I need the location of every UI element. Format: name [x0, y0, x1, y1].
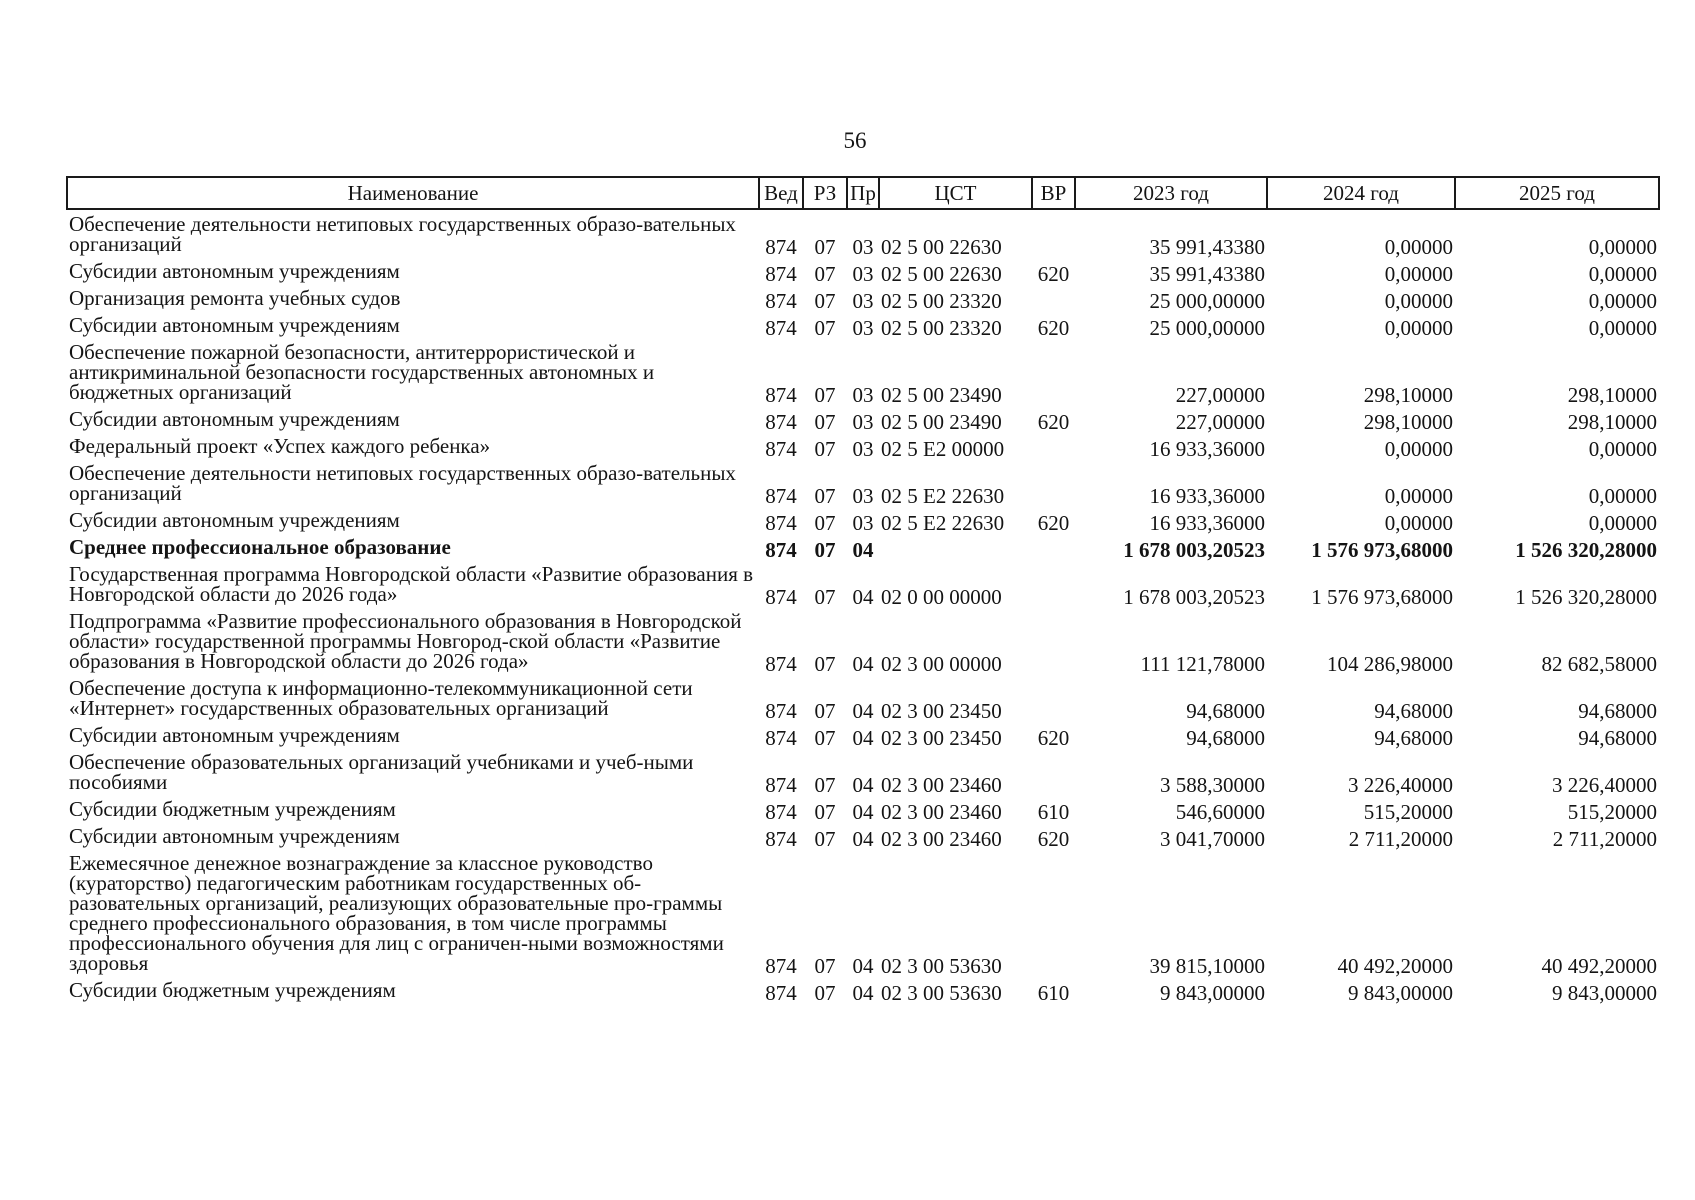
row-name: Субсидии автономным учреждениям [69, 508, 400, 532]
row-cst: 02 3 00 53630 [881, 981, 1002, 1005]
table-row [67, 748, 1659, 795]
row-2024: 0,00000 [1384, 289, 1453, 313]
row-pr: 03 [852, 410, 874, 434]
row-2024: 0,00000 [1384, 437, 1453, 461]
row-pr: 04 [852, 652, 874, 676]
row-rz: 07 [814, 262, 836, 286]
budget-table [66, 176, 1660, 1003]
row-2025: 298,10000 [1567, 410, 1657, 434]
header-rz: РЗ [803, 177, 847, 209]
row-2025: 9 843,00000 [1552, 981, 1657, 1005]
row-rz: 07 [814, 289, 836, 313]
row-name: Обеспечение образовательных организаций учебниками и учеб-ными пособиями [69, 750, 694, 794]
row-2024: 9 843,00000 [1348, 981, 1453, 1005]
row-vr [1032, 338, 1075, 405]
row-2025: 3 226,40000 [1552, 773, 1657, 797]
row-2025: 2 711,20000 [1552, 827, 1657, 851]
row-2024: 94,68000 [1374, 699, 1453, 723]
row-name: Субсидии бюджетным учреждениям [69, 797, 396, 821]
row-2024: 104 286,98000 [1327, 652, 1453, 676]
row-pr: 03 [852, 383, 874, 407]
row-pr: 04 [852, 827, 874, 851]
row-2023: 35 991,43380 [1149, 235, 1265, 259]
row-pr: 04 [852, 773, 874, 797]
row-rz: 07 [814, 800, 836, 824]
table-row [67, 459, 1659, 506]
row-rz: 07 [814, 954, 836, 978]
row-pr: 03 [852, 316, 874, 340]
row-vr: 620 [1037, 262, 1070, 286]
table-row [67, 284, 1659, 311]
row-2024: 1 576 973,68000 [1311, 538, 1453, 562]
row-2025: 94,68000 [1578, 726, 1657, 750]
row-cst: 02 5 00 23320 [881, 289, 1002, 313]
row-cst: 02 5 00 23490 [881, 410, 1002, 434]
row-name: Обеспечение деятельности нетиповых государственных образо-вательных организаций [69, 461, 736, 505]
row-rz: 07 [814, 538, 836, 562]
table-row [67, 822, 1659, 849]
row-ved: 874 [765, 773, 797, 797]
table-row [67, 506, 1659, 533]
row-name: Субсидии автономным учреждениям [69, 824, 400, 848]
row-pr: 04 [852, 699, 874, 723]
row-vr [1032, 674, 1075, 721]
row-name: Обеспечение пожарной безопасности, антитеррористической и антикриминальной безопасности государственных автономных и бюджетных организаций [69, 340, 655, 404]
row-2023: 16 933,36000 [1149, 437, 1265, 461]
row-cst: 02 5 E2 22630 [881, 484, 1005, 508]
row-2025: 40 492,20000 [1541, 954, 1657, 978]
row-cst: 02 3 00 23450 [881, 699, 1002, 723]
row-2025: 1 526 320,28000 [1515, 538, 1657, 562]
row-2023: 1 678 003,20523 [1123, 538, 1265, 562]
row-2023: 9 843,00000 [1160, 981, 1265, 1005]
row-cst: 02 5 E2 00000 [881, 437, 1005, 461]
row-name: Субсидии автономным учреждениям [69, 723, 400, 747]
row-2025: 298,10000 [1567, 383, 1657, 407]
row-vr [1032, 560, 1075, 607]
header-pr: Пр [847, 177, 879, 209]
row-ved: 874 [765, 652, 797, 676]
row-2023: 3 588,30000 [1160, 773, 1265, 797]
row-2024: 94,68000 [1374, 726, 1453, 750]
row-2025: 0,00000 [1588, 437, 1657, 461]
row-rz: 07 [814, 316, 836, 340]
row-cst: 02 5 E2 22630 [881, 511, 1005, 535]
row-cst: 02 3 00 23450 [881, 726, 1002, 750]
row-name: Обеспечение деятельности нетиповых государственных образо-вательных организаций [69, 212, 736, 256]
row-name: Ежемесячное денежное вознаграждение за классное руководство (кураторство) педагогическим работникам государственных об-разовательных организаций, реализующих образовательные про-граммы среднего профессионального образования, в том числе программы профессионального обучения для лиц с ограничен-ными возможностями здоровья [69, 851, 724, 975]
row-pr: 03 [852, 289, 874, 313]
row-ved: 874 [765, 235, 797, 259]
row-rz: 07 [814, 235, 836, 259]
row-ved: 874 [765, 484, 797, 508]
row-rz: 07 [814, 410, 836, 434]
row-rz: 07 [814, 773, 836, 797]
row-2025: 1 526 320,28000 [1515, 585, 1657, 609]
table-row [67, 976, 1659, 1003]
table-row [67, 405, 1659, 432]
row-name: Среднее профессиональное образование [69, 535, 451, 559]
row-2024: 1 576 973,68000 [1311, 585, 1453, 609]
header-2023: 2023 год [1075, 177, 1267, 209]
page-number: 56 [843, 128, 867, 153]
row-vr: 610 [1037, 981, 1070, 1005]
row-ved: 874 [765, 538, 797, 562]
table-row [67, 849, 1659, 976]
row-2023: 39 815,10000 [1149, 954, 1265, 978]
row-vr: 620 [1037, 827, 1070, 851]
row-2023: 227,00000 [1175, 383, 1265, 407]
row-name: Организация ремонта учебных судов [69, 286, 401, 310]
row-vr [1032, 748, 1075, 795]
header-vr: ВР [1032, 177, 1075, 209]
header-cst: ЦСТ [879, 177, 1032, 209]
row-2023: 111 121,78000 [1140, 652, 1265, 676]
row-2023: 94,68000 [1186, 699, 1265, 723]
row-ved: 874 [765, 383, 797, 407]
row-rz: 07 [814, 511, 836, 535]
row-ved: 874 [765, 585, 797, 609]
row-2024: 298,10000 [1363, 410, 1453, 434]
row-ved: 874 [765, 726, 797, 750]
row-rz: 07 [814, 726, 836, 750]
table-row [67, 311, 1659, 338]
row-name: Государственная программа Новгородской области «Развитие образования в Новгородской области до 2026 года» [69, 562, 754, 606]
row-2023: 1 678 003,20523 [1123, 585, 1265, 609]
row-ved: 874 [765, 316, 797, 340]
row-pr: 03 [852, 484, 874, 508]
row-pr: 04 [852, 981, 874, 1005]
row-vr [1032, 432, 1075, 459]
row-pr: 03 [852, 437, 874, 461]
row-2024: 0,00000 [1384, 511, 1453, 535]
row-ved: 874 [765, 954, 797, 978]
row-ved: 874 [765, 437, 797, 461]
row-2024: 0,00000 [1384, 316, 1453, 340]
row-2025: 94,68000 [1578, 699, 1657, 723]
row-2024: 515,20000 [1363, 800, 1453, 824]
row-name: Субсидии автономным учреждениям [69, 259, 400, 283]
row-2024: 3 226,40000 [1348, 773, 1453, 797]
row-name: Федеральный проект «Успех каждого ребенка» [69, 434, 491, 458]
row-2025: 0,00000 [1588, 484, 1657, 508]
row-2025: 0,00000 [1588, 235, 1657, 259]
row-name: Субсидии автономным учреждениям [69, 407, 400, 431]
row-pr: 04 [852, 726, 874, 750]
row-vr [1032, 284, 1075, 311]
row-2023: 227,00000 [1175, 410, 1265, 434]
table-row [67, 209, 1659, 257]
row-rz: 07 [814, 383, 836, 407]
row-2025: 0,00000 [1588, 511, 1657, 535]
row-ved: 874 [765, 262, 797, 286]
row-cst: 02 5 00 23320 [881, 316, 1002, 340]
row-rz: 07 [814, 827, 836, 851]
row-ved: 874 [765, 827, 797, 851]
row-pr: 04 [852, 954, 874, 978]
table-row [67, 257, 1659, 284]
row-vr: 620 [1037, 410, 1070, 434]
row-2025: 0,00000 [1588, 262, 1657, 286]
row-pr: 03 [852, 235, 874, 259]
row-2024: 0,00000 [1384, 235, 1453, 259]
row-cst: 02 3 00 23460 [881, 827, 1002, 851]
header-ved: Вед [759, 177, 803, 209]
row-2025: 0,00000 [1588, 316, 1657, 340]
row-2023: 16 933,36000 [1149, 484, 1265, 508]
row-2024: 0,00000 [1384, 484, 1453, 508]
row-rz: 07 [814, 484, 836, 508]
row-vr [1032, 607, 1075, 674]
row-ved: 874 [765, 511, 797, 535]
row-cst: 02 0 00 00000 [881, 585, 1002, 609]
header-name: Наименование [67, 177, 759, 209]
row-cst: 02 5 00 22630 [881, 262, 1002, 286]
row-vr [1032, 459, 1075, 506]
header-2025: 2025 год [1455, 177, 1659, 209]
table-header [67, 177, 1659, 209]
row-2025: 82 682,58000 [1541, 652, 1657, 676]
row-2025: 515,20000 [1567, 800, 1657, 824]
row-cst: 02 3 00 53630 [881, 954, 1002, 978]
row-pr: 04 [852, 585, 874, 609]
row-ved: 874 [765, 410, 797, 434]
table-row [67, 607, 1659, 674]
table-row [67, 674, 1659, 721]
row-ved: 874 [765, 800, 797, 824]
row-2023: 16 933,36000 [1149, 511, 1265, 535]
row-rz: 07 [814, 437, 836, 461]
row-cst: 02 3 00 23460 [881, 800, 1002, 824]
row-rz: 07 [814, 699, 836, 723]
table-body [67, 209, 1659, 1003]
row-vr: 620 [1037, 726, 1070, 750]
row-vr [1032, 209, 1075, 257]
row-ved: 874 [765, 289, 797, 313]
row-vr: 620 [1037, 316, 1070, 340]
row-pr: 03 [852, 511, 874, 535]
row-2023: 94,68000 [1186, 726, 1265, 750]
row-2024: 0,00000 [1384, 262, 1453, 286]
row-2023: 546,60000 [1175, 800, 1265, 824]
row-cst [879, 533, 1032, 560]
row-vr [1032, 533, 1075, 560]
row-2023: 3 041,70000 [1160, 827, 1265, 851]
table-row [67, 560, 1659, 607]
row-vr: 610 [1037, 800, 1070, 824]
row-pr: 04 [852, 538, 874, 562]
row-vr [1032, 849, 1075, 976]
row-ved: 874 [765, 699, 797, 723]
header-2024: 2024 год [1267, 177, 1455, 209]
row-cst: 02 5 00 23490 [881, 383, 1002, 407]
row-name: Обеспечение доступа к информационно-телекоммуникационной сети «Интернет» государственных образовательных организаций [69, 676, 693, 720]
table-row [67, 795, 1659, 822]
row-ved: 874 [765, 981, 797, 1005]
row-pr: 04 [852, 800, 874, 824]
row-cst: 02 5 00 22630 [881, 235, 1002, 259]
row-rz: 07 [814, 652, 836, 676]
row-name: Подпрограмма «Развитие профессионального образования в Новгородской области» государственной программы Новгород-ской области «Развитие образования в Новгородской области до 2026 года» [69, 609, 742, 673]
row-2023: 25 000,00000 [1149, 289, 1265, 313]
table-row [67, 533, 1659, 560]
table-row [67, 432, 1659, 459]
row-2024: 298,10000 [1363, 383, 1453, 407]
row-rz: 07 [814, 981, 836, 1005]
row-2023: 35 991,43380 [1149, 262, 1265, 286]
row-cst: 02 3 00 23460 [881, 773, 1002, 797]
row-pr: 03 [852, 262, 874, 286]
row-name: Субсидии бюджетным учреждениям [69, 978, 396, 1002]
row-vr: 620 [1037, 511, 1070, 535]
row-2024: 40 492,20000 [1337, 954, 1453, 978]
row-2025: 0,00000 [1588, 289, 1657, 313]
row-name: Субсидии автономным учреждениям [69, 313, 400, 337]
row-2024: 2 711,20000 [1348, 827, 1453, 851]
row-rz: 07 [814, 585, 836, 609]
table-row [67, 721, 1659, 748]
row-cst: 02 3 00 00000 [881, 652, 1002, 676]
table-row [67, 338, 1659, 405]
row-2023: 25 000,00000 [1149, 316, 1265, 340]
